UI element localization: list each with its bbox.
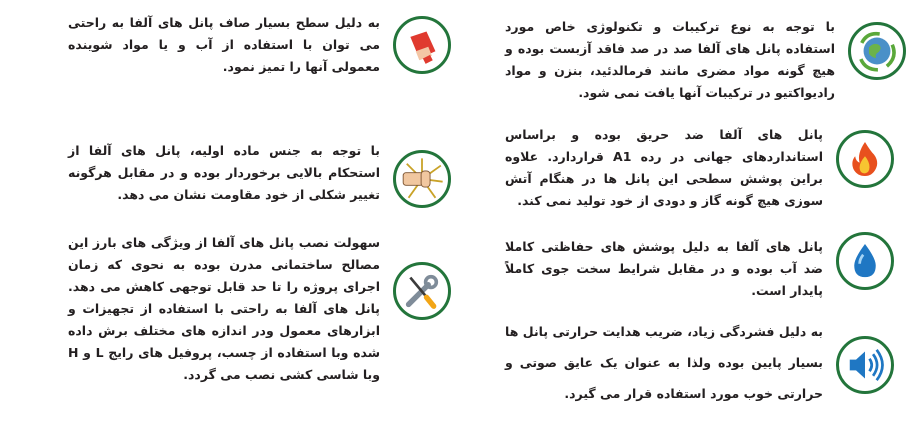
feature-fire-text: پانل های آلفا ضد حریق بوده و براساس استانداردهای جهانی در رده A1 قراردارد. علاوه براین پوشش سطحی این پانل ها در هنگام آتش سوزی هیچ گونه گاز و دودی از خود تولید نمی کند. <box>505 127 823 208</box>
feature-strength-text: با توجه به جنس ماده اولیه، پانل های آلفا از استحکام بالایی برخوردار بوده و در مقابل هرگونه تغییر شکلی از خود مقاومت نشان می دهد. <box>68 143 380 202</box>
feature-water-text: پانل های آلفا به دلیل پوشش های حفاظتی کاملا ضد آب بوده و در مقابل شرایط سخت جوی کاملاً پایدار است. <box>505 239 823 298</box>
fist-impact-icon <box>393 150 451 208</box>
wrench-screwdriver-icon <box>393 262 451 320</box>
feature-install-text: سهولت نصب پانل های آلفا از ویژگی های بارز این مصالح ساختمانی مدرن بوده به نحوی که زمان اجرای پروژه را تا حد قابل توجهی کاهش می دهد. پانل های آلفا به راحتی با استفاده از تجهیزات و ابزارهای معمول ودر اندازه های مختلف برش داده شده وبا استفاده از چسب، پروفیل های رایج L و H وبا شاسی کشی نصب می گردد. <box>68 235 380 382</box>
flame-icon <box>836 130 894 188</box>
speaker-sound-icon <box>836 336 894 394</box>
feature-cleaning-text: به دلیل سطح بسیار صاف پانل های آلفا به راحتی می توان با استفاده از آب و یا مواد شوینده معمولی آنها را تمیز نمود. <box>68 15 380 74</box>
cleaning-glove-icon <box>393 16 451 74</box>
feature-acoustic-text: به دلیل فشردگی زیاد، ضریب هدایت حرارتی پانل ها بسیار پایین بوده ولذا به عنوان یک عایق صوتی و حرارتی خوب مورد استفاده قرار می گیرد. <box>505 324 823 401</box>
water-drop-icon <box>836 232 894 290</box>
recycle-globe-icon <box>848 22 906 80</box>
feature-eco-text: با توجه به نوع ترکیبات و تکنولوژی خاص مورد استفاده پانل های آلفا صد در صد فاقد آزبست بوده و هیچ گونه مواد مضری مانند فرمالدئید، بنزن و مواد رادیواکتیو در ترکیبات آنها یافت نمی شود. <box>505 19 835 100</box>
